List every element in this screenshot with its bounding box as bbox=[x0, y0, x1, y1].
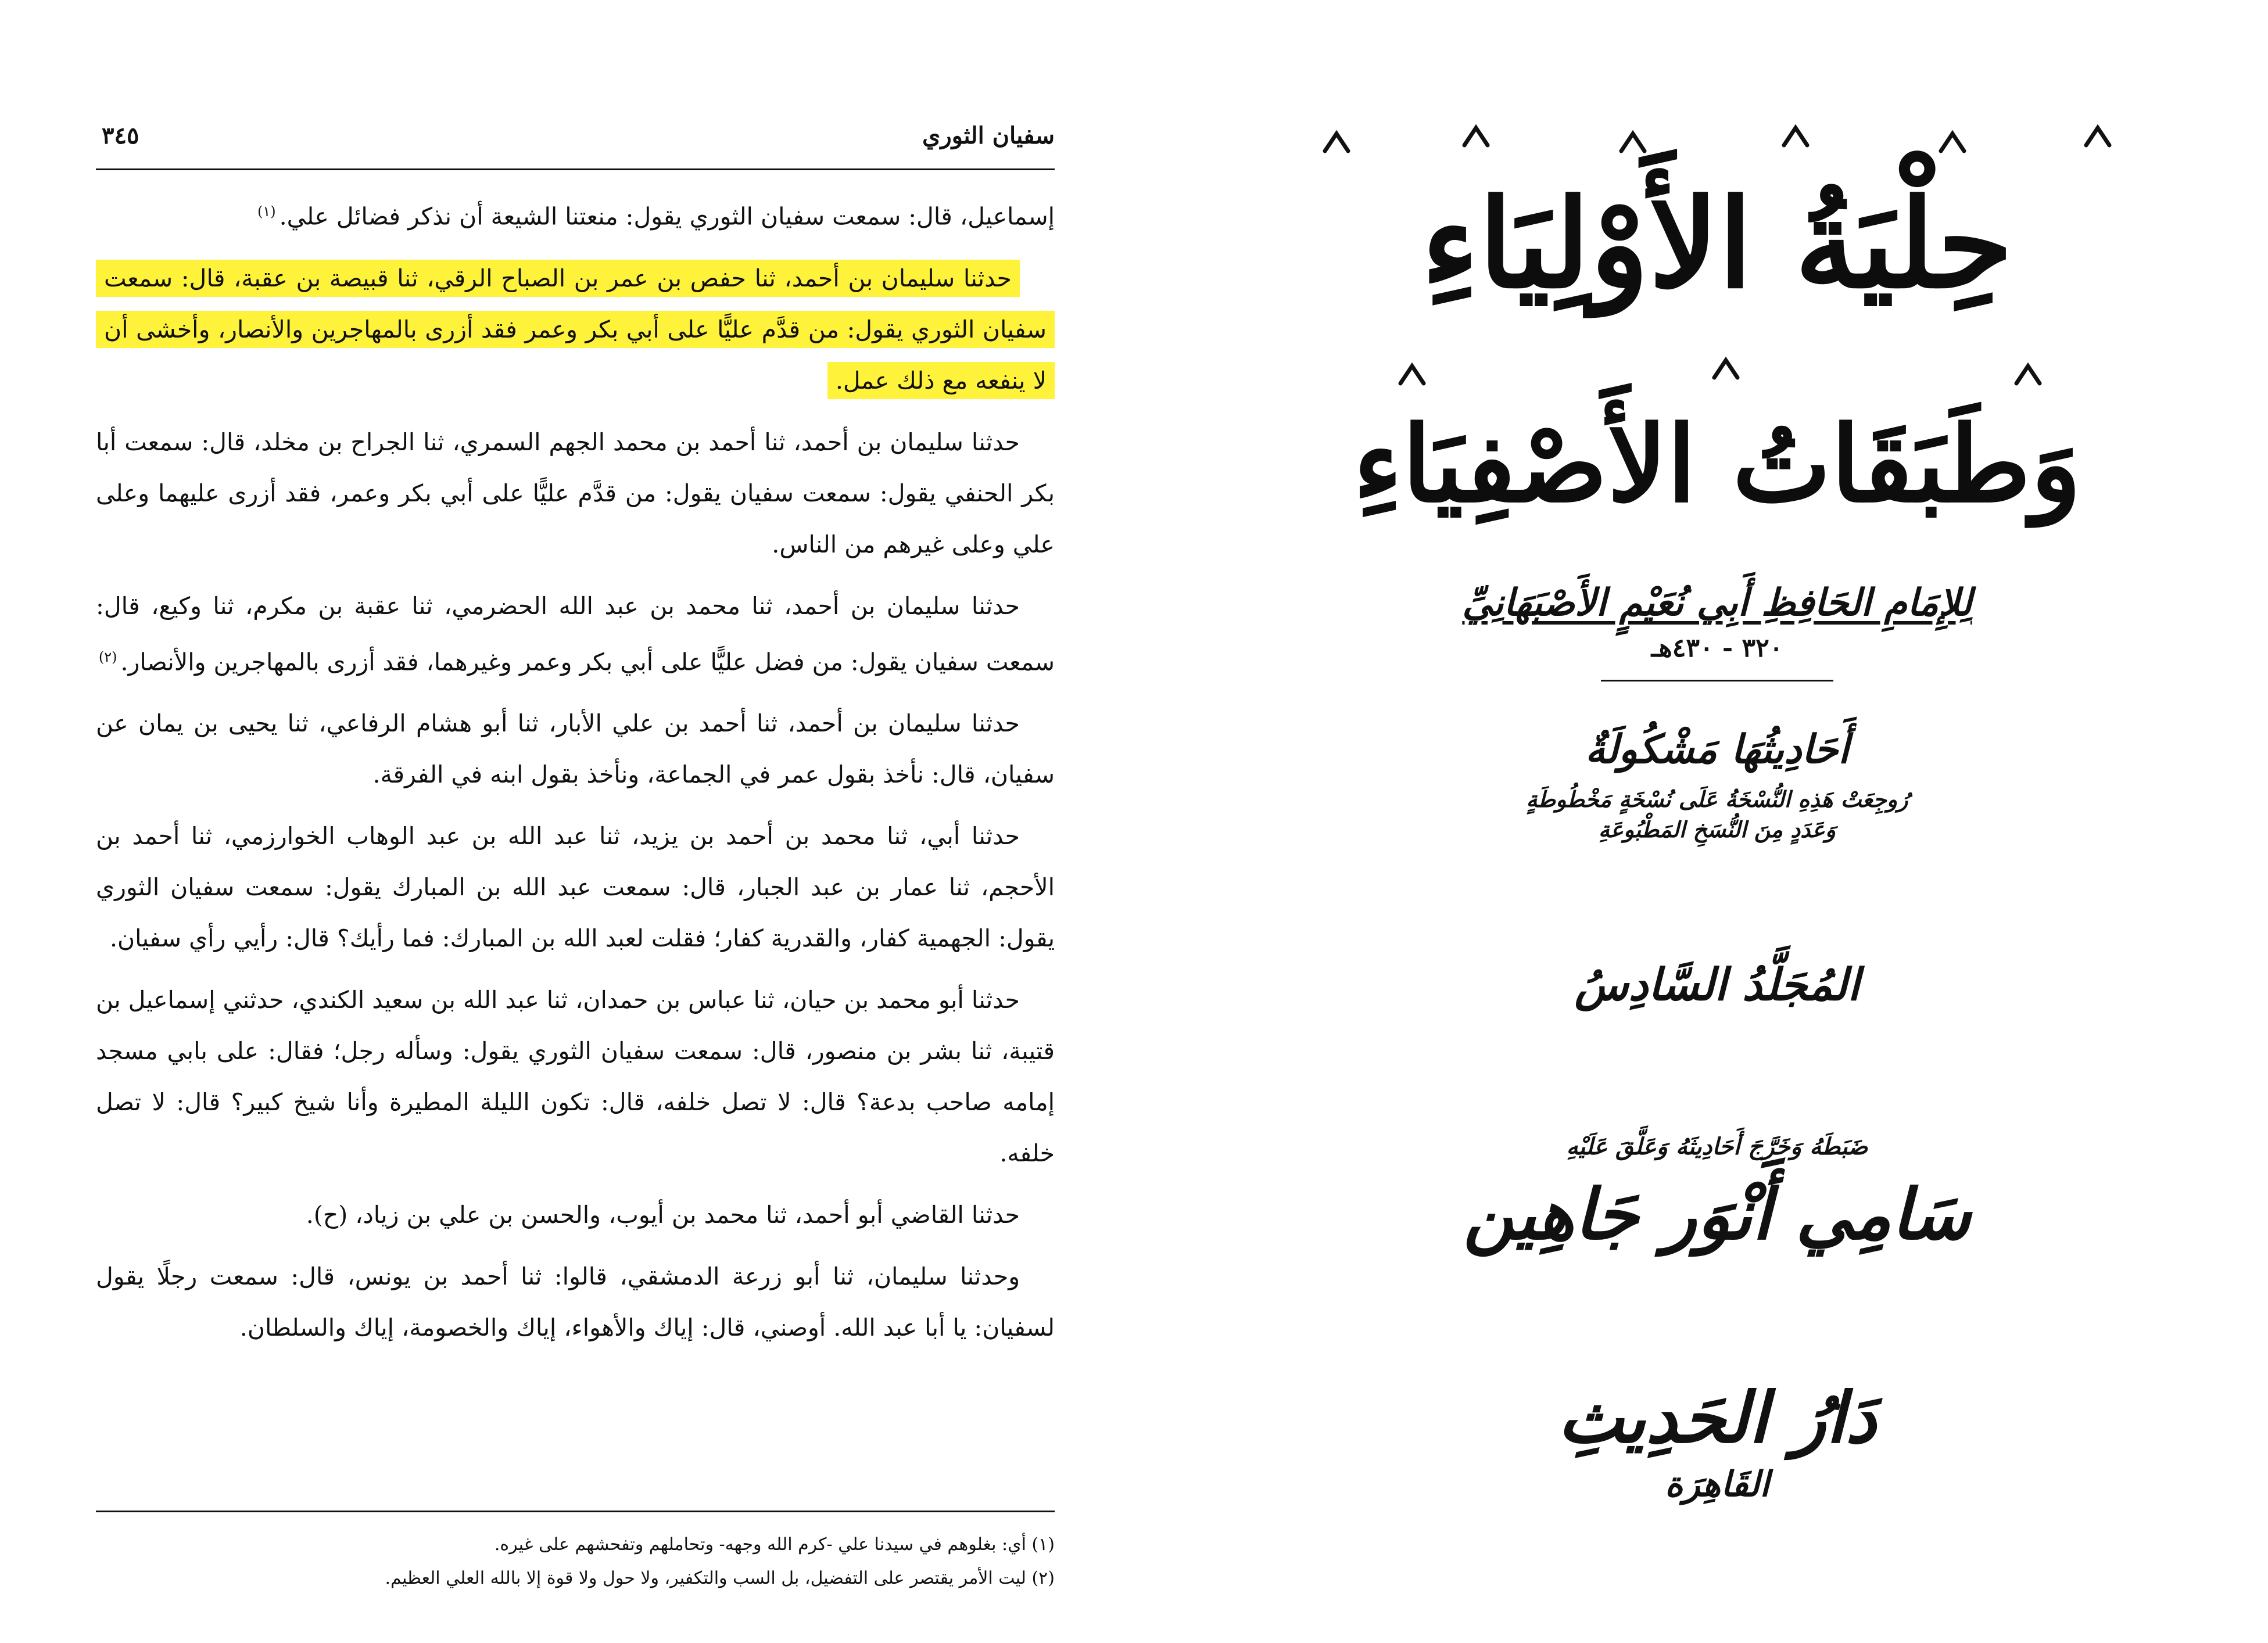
page-number: ٣٤٥ bbox=[102, 122, 139, 149]
footnotes bbox=[96, 1528, 1055, 1595]
footnote: (١) أي: بغلوهم في سيدنا علي -كرم الله وجهه- وتحاملهم وتفحشهم على غيره. bbox=[494, 1534, 1055, 1555]
author: لِلإِمَامِ الحَافِظِ أَبِي نُعَيْمٍ الأَصْبَهَانِيِّ bbox=[1462, 581, 1972, 625]
paragraph: إسماعيل، قال: سمعت سفيان الثوري يقول: منعتنا الشيعة أن نذكر فضائل علي.$^{(١)}$ bbox=[257, 202, 1055, 231]
left-page bbox=[96, 110, 1055, 1588]
running-head bbox=[96, 122, 1055, 170]
book-title: حِلْيَةُ الأَوْلِيَاءِ bbox=[1421, 172, 2013, 315]
paragraph: حدثنا سليمان بن أحمد، ثنا أحمد بن محمد الجهم السمري، ثنا الجراح بن مخلد، قال: سمعت أبا بكر الحنفي يقول: سمعت سفيان يقول: من قدَّم عليًّا على أبي بكر وعمر، فقد أزرى عليهما وعلى علي وعلى غيرهم من الناس. bbox=[96, 428, 1055, 558]
hadith-note: رُوجِعَتْ هَذِهِ النُّسْخَةُ عَلَى نُسْخَةٍ مَخْطُوطَةٍ وَعَدَدٍ مِنَ النُّسَخِ المَطْبُوعَةِ bbox=[1526, 786, 1908, 842]
volume-label: المُجَلَّدُ السَّادِسُ bbox=[1574, 959, 1860, 1010]
text-highlight[interactable]: حدثنا سليمان بن أحمد، ثنا حفص بن عمر بن الصباح الرقي، ثنا قبيصة بن عقبة، قال: سمعت سفيان الثوري يقول: من قدَّم عليًّا على أبي بكر وعمر فقد أزرى بالمهاجرين والأنصار، وأخشى أن لا ينفعه مع ذلك عمل. bbox=[96, 260, 1055, 399]
author-dates: ٣٢٠ - ٤٣٠هـ bbox=[1651, 633, 1783, 663]
editor-name: سَامِي أَنْوَر جَاهِين bbox=[1463, 1174, 1971, 1255]
highlighted-paragraph bbox=[96, 253, 1055, 406]
footnote: (٢) ليت الأمر يقتصر على التفضيل، بل السب والتكفير، ولا حول ولا قوة إلا بالله العلي العظيم. bbox=[385, 1568, 1055, 1588]
paragraph: وحدثنا سليمان، ثنا أبو زرعة الدمشقي، قالوا: ثنا أحمد بن يونس، قال: سمعت رجلًا يقول لسفيان: يا أبا عبد الله. أوصني، قال: إياك والأهواء، إياك والخصومة، إياك والسلطان. bbox=[96, 1262, 1055, 1342]
paragraph: حدثنا أبو محمد بن حيان، ثنا عباس بن حمدان، ثنا عبد الله بن سعيد الكندي، حدثني إسماعيل بن قتيبة، ثنا بشر بن منصور، قال: سمعت سفيان الثوري يقول: وسأله رجل؛ فقال: على بابي مسجد إمامه صاحب بدعة؟ قال: لا تصل خلفه، قال: تكون الليلة المطيرة وأنا شيخ كبير؟ قال: لا تصل خلفه. bbox=[96, 986, 1055, 1168]
paragraph: حدثنا سليمان بن أحمد، ثنا محمد بن عبد الله الحضرمي، ثنا عقبة بن مكرم، ثنا وكيع، قال: سمعت سفيان يقول: من فضل عليًّا على أبي بكر وعمر وغيرهما، فقد أزرى بالمهاجرين والأنصار.$^{(٢)}$ bbox=[96, 591, 1055, 676]
footnote-divider bbox=[96, 1511, 1055, 1512]
footnote-ref[interactable]: (١) bbox=[257, 203, 276, 220]
paragraph: حدثنا القاضي أبو أحمد، ثنا محمد بن أيوب، والحسن بن علي بن زياد، (ح). bbox=[306, 1201, 1020, 1229]
publisher-city: القَاهِرَة bbox=[1665, 1464, 1769, 1505]
body-text bbox=[96, 186, 1055, 1364]
paragraph: حدثنا سليمان بن أحمد، ثنا أحمد بن علي الأبار، ثنا أبو هشام الرفاعي، ثنا يحيى بن يمان عن سفيان، قال: نأخذ بقول عمر في الجماعة، ونأخذ بقول ابنه في الفرقة. bbox=[96, 709, 1055, 789]
hadith-status: أَحَادِيثُهَا مَشْكُولَةٌ bbox=[1585, 726, 1850, 773]
editor-credit: ضَبَطَهُ وَخَرَّجَ أَحَادِيثَهُ وَعَلَّقَ عَلَيْهِ bbox=[1566, 1133, 1868, 1160]
divider bbox=[1601, 680, 1833, 681]
running-title: سفيان الثوري bbox=[922, 122, 1055, 149]
publisher: دَارُ الحَدِيثِ bbox=[1557, 1377, 1877, 1459]
book-subtitle: وَطَبَقَاتُ الأَصْفِيَاءِ bbox=[1353, 403, 2081, 526]
paragraph: حدثنا أبي، ثنا محمد بن أحمد بن يزيد، ثنا عبد الله بن عبد الوهاب الخوارزمي، ثنا أحمد بن الأحجم، ثنا عمار بن عبد الجبار، قال: سمعت عبد الله بن المبارك يقول: سمعت سفيان الثوري يقول: الجهمية كفار، والقدرية كفار؛ فقلت لعبد الله بن المبارك: فما رأيك؟ قال: رأيي رأي سفيان. bbox=[96, 822, 1055, 953]
footnote-ref[interactable]: (٢) bbox=[98, 648, 117, 665]
title-page bbox=[1273, 110, 2162, 1563]
